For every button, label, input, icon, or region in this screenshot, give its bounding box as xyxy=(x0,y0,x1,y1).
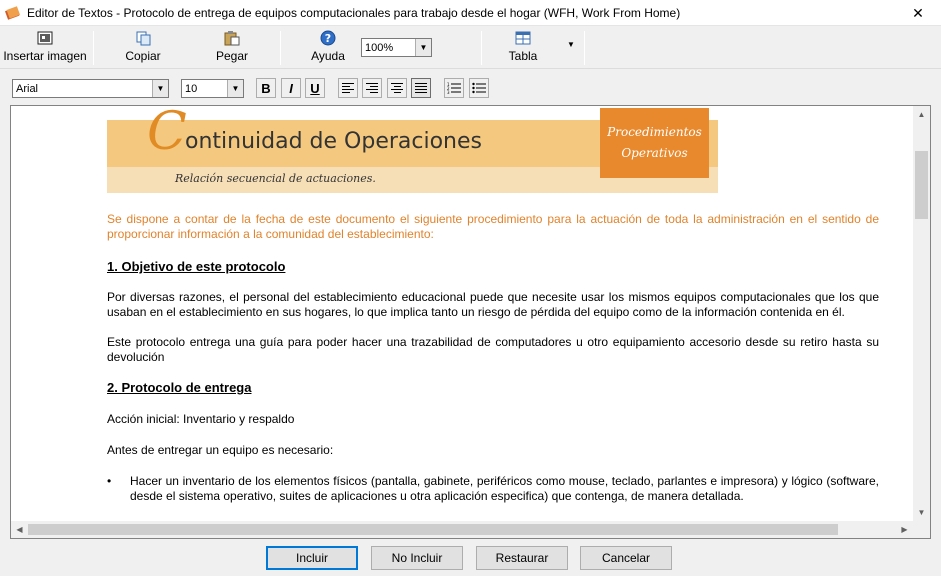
banner-badge-line2: Operativos xyxy=(621,146,688,160)
horizontal-scroll-thumb[interactable] xyxy=(28,524,838,535)
numbered-list-button[interactable] xyxy=(444,78,464,98)
help-icon xyxy=(319,30,337,46)
banner-subheading: Relación secuencial de actuaciones. xyxy=(175,172,376,185)
copy-button[interactable] xyxy=(118,30,168,66)
paste-button[interactable] xyxy=(207,30,257,66)
toolbar xyxy=(0,27,941,69)
scroll-right-icon[interactable]: ▶ xyxy=(901,525,908,534)
horizontal-scrollbar[interactable] xyxy=(11,521,913,538)
zoom-select[interactable] xyxy=(361,38,432,57)
align-right-button[interactable] xyxy=(362,78,382,98)
font-size-value: 10 xyxy=(185,82,198,95)
section-1-paragraph-2: Este protocolo entrega una guía para poder hacer una trazabilidad de computadores u otro equipamiento accesorio desde su retiro hasta su devolución xyxy=(107,335,879,364)
justify-button[interactable] xyxy=(411,78,431,98)
close-button[interactable] xyxy=(895,0,941,26)
document-content[interactable] xyxy=(11,106,913,521)
numbered-list-icon xyxy=(447,82,461,94)
dropdown-arrow-icon[interactable]: ▼ xyxy=(152,80,168,97)
svg-text:2: 2 xyxy=(447,86,450,91)
section-2-paragraph-1: Acción inicial: Inventario y respaldo xyxy=(107,412,295,426)
banner-badge xyxy=(600,108,709,178)
align-left-icon xyxy=(342,83,354,93)
list-item-text: Hacer un inventario de los elementos físicos (pantalla, gabinete, periféricos como mouse, teclado, parlantes e impresora) y lógico (software, desde el sistema operativo, suites de aplicaciones u otra aplicación especifica) que contenga, de manera detallada. xyxy=(130,474,879,503)
toolbar-separator xyxy=(584,31,585,65)
underline-button[interactable]: U xyxy=(305,78,325,98)
bulleted-list-icon xyxy=(472,82,486,94)
section-2-paragraph-2: Antes de entregar un equipo es necesario: xyxy=(107,443,334,457)
exclude-button[interactable]: No Incluir xyxy=(371,546,463,570)
cancel-button[interactable]: Cancelar xyxy=(580,546,672,570)
scroll-left-icon[interactable]: ◀ xyxy=(16,525,23,534)
section-1-title: 1. Objetivo de este protocolo xyxy=(107,259,286,274)
scroll-up-icon[interactable]: ▲ xyxy=(917,110,926,119)
italic-button[interactable]: I xyxy=(281,78,301,98)
list-item xyxy=(107,474,879,504)
restore-button[interactable]: Restaurar xyxy=(476,546,568,570)
insert-image-icon xyxy=(36,30,54,46)
app-icon xyxy=(5,5,21,21)
intro-paragraph: Se dispone a contar de la fecha de este documento el siguiente procedimiento para la actuación de toda la administración en el sentido de proporcionar información a la comunidad del establecimiento: xyxy=(107,212,879,241)
close-icon: ✕ xyxy=(912,4,924,21)
svg-text:?: ? xyxy=(324,32,332,45)
vertical-scroll-thumb[interactable] xyxy=(915,151,928,219)
toolbar-separator xyxy=(93,31,94,65)
paste-label: Pegar xyxy=(215,49,249,63)
table-button[interactable] xyxy=(497,30,549,66)
align-center-icon xyxy=(391,83,403,93)
banner-heading: ontinuidad de Operaciones xyxy=(185,129,482,154)
font-select[interactable] xyxy=(12,79,169,98)
copy-icon xyxy=(134,30,152,46)
align-center-button[interactable] xyxy=(387,78,407,98)
zoom-value: 100% xyxy=(365,41,394,54)
bold-button[interactable]: B xyxy=(256,78,276,98)
banner-badge-line1: Procedimientos xyxy=(607,125,702,139)
svg-text:1: 1 xyxy=(447,82,450,87)
table-label: Tabla xyxy=(508,49,538,63)
section-1-paragraph-1: Por diversas razones, el personal del establecimiento educacional puede que necesite usar los mismos equipos computacionales que los que usaban en el establecimiento en sus hogares, lo que implica tanto un riesgo de pérdida del equipo como de la información contenida en él. xyxy=(107,290,879,319)
toolbar-separator xyxy=(280,31,281,65)
bullet-icon: • xyxy=(107,474,112,488)
font-size-select[interactable] xyxy=(181,79,244,98)
help-label: Ayuda xyxy=(311,49,345,63)
copy-label: Copiar xyxy=(125,49,161,63)
include-button[interactable]: Incluir xyxy=(266,546,358,570)
document-editor[interactable] xyxy=(10,105,931,539)
font-value: Arial xyxy=(16,82,39,95)
dropdown-arrow-icon[interactable]: ▼ xyxy=(415,39,431,56)
scroll-corner xyxy=(913,521,930,538)
align-right-icon xyxy=(366,83,378,93)
vertical-scrollbar[interactable] xyxy=(913,106,930,521)
insert-image-label: Insertar imagen xyxy=(3,49,87,63)
title-bar xyxy=(0,0,941,26)
toolbar-separator xyxy=(481,31,482,65)
dropdown-arrow-icon[interactable]: ▼ xyxy=(227,80,243,97)
svg-text:3: 3 xyxy=(447,90,450,94)
header-banner xyxy=(107,106,718,193)
table-dropdown-icon[interactable]: ▼ xyxy=(567,40,575,49)
bulleted-list-button[interactable] xyxy=(469,78,489,98)
window-title: Editor de Textos - Protocolo de entrega de equipos computacionales para trabajo desde el hogar (WFH, Work From Home) xyxy=(27,5,681,20)
table-icon xyxy=(514,30,532,46)
paste-icon xyxy=(223,30,241,46)
align-left-button[interactable] xyxy=(338,78,358,98)
help-button[interactable] xyxy=(303,30,353,66)
format-bar xyxy=(0,72,941,104)
insert-image-button[interactable] xyxy=(2,30,88,66)
scroll-down-icon[interactable]: ▼ xyxy=(917,508,926,517)
justify-icon xyxy=(415,83,427,93)
section-2-title: 2. Protocolo de entrega xyxy=(107,380,252,395)
banner-initial: C xyxy=(147,106,187,162)
